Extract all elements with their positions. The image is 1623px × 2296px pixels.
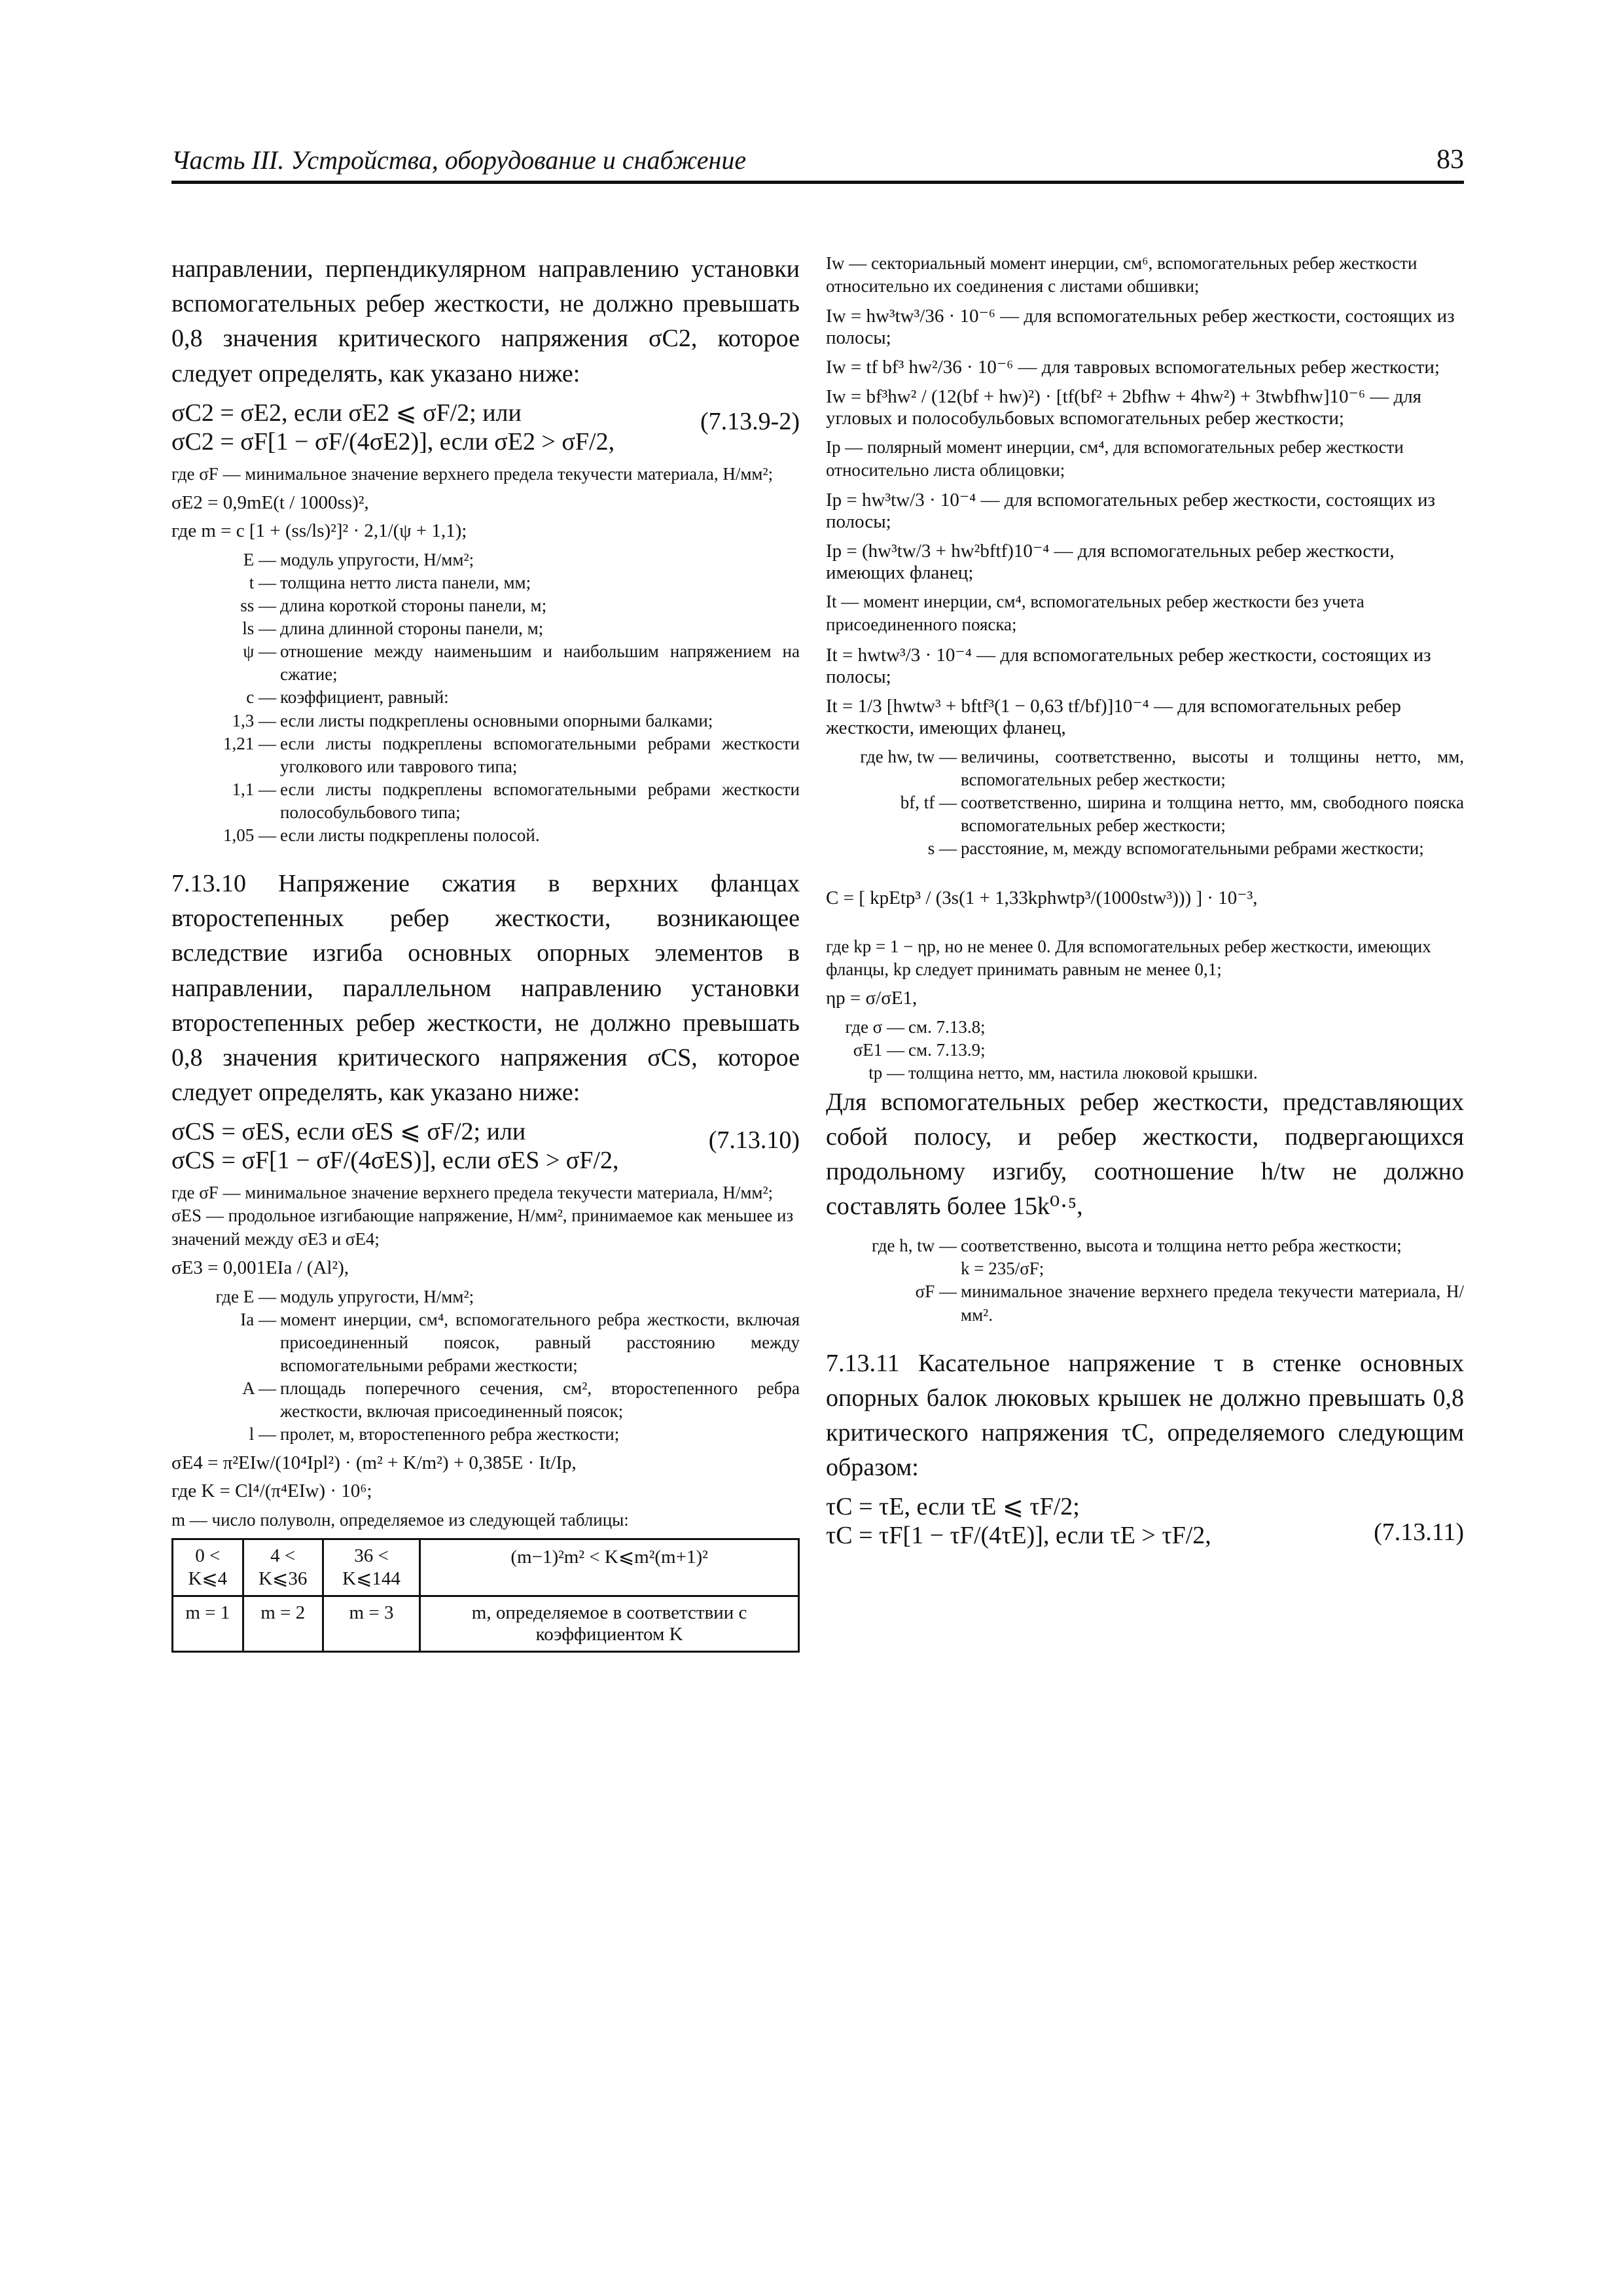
formula-line: τC = τE, если τE ⩽ τF/2; bbox=[826, 1493, 1080, 1521]
formula-ip-flange: Ip = (hw³tw/3 + hw²bftf)10⁻⁴ — для вспомогательных ребер жесткости, имеющих фланец; bbox=[826, 541, 1395, 584]
page-header bbox=[171, 140, 1464, 184]
definition-item: где h, tw — соответственно, высота и толщина нетто ребра жесткости; bbox=[872, 1236, 1402, 1256]
formula-sigma-e4: σE4 = π²EIw/(10⁴Ipl²) · (m² + K/m²) + 0,385E · It/Ip, bbox=[171, 1452, 577, 1474]
formula-line: σCS = σES, если σES ⩽ σF/2; или bbox=[171, 1118, 526, 1146]
formula-line: σC2 = σF[1 − σF/(4σE2)], если σE2 > σF/2, bbox=[171, 427, 615, 456]
kp-definition: где kp = 1 − ηp, но не менее 0. Для вспомогательных ребер жесткости, имеющих фланцы, kp следует принимать равным не менее 0,1; bbox=[826, 937, 1431, 980]
definition-item: где E — модуль упругости, Н/мм²; bbox=[215, 1286, 474, 1306]
definition-item: tp — толщина нетто, мм, настила люковой крышки. bbox=[868, 1063, 1258, 1083]
where-sigma-es: σES — продольное изгибающие напряжение, Н/мм², принимаемое как меньшее из значений между σE3 и σE4; bbox=[171, 1206, 794, 1249]
section-7-13-10: 7.13.10 Напряжение сжатия в верхних фланцах второстепенных ребер жесткости, возникающее вследствие изгиба основных опорных элементов в направлении, параллельном направлению установки второстепенных ребер жесткости, не должно превышать 0,8 значения критического напряжения σCS, которое следует определять, как указано ниже: bbox=[171, 870, 800, 1107]
where-sigma-f: где σF — минимальное значение верхнего предела текучести материала, Н/мм²; bbox=[171, 463, 774, 484]
formula-c: C = [ kpEtp³ / (3s(1 + 1,33kphwtp³/(1000stw³))) ] · 10⁻³, bbox=[826, 888, 1258, 909]
definition-item: 1,05 — если листы подкреплены полосой. bbox=[223, 825, 540, 845]
section-7-13-11: 7.13.11 Касательное напряжение τ в стенке основных опорных балок люковых крышек не должно превышать 0,8 критического напряжения τC, определяемого следующим образом: bbox=[826, 1349, 1464, 1482]
formula-ip-strip: Ip = hw³tw/3 · 10⁻⁴ — для вспомогательных ребер жесткости, состоящих из полосы; bbox=[826, 490, 1436, 533]
page-number: 83 bbox=[1436, 145, 1464, 175]
left-column bbox=[171, 252, 800, 1653]
definition-item: s — расстояние, м, между вспомогательными ребрами жесткости; bbox=[927, 838, 1424, 858]
definition-item: ss — длина короткой стороны панели, м; bbox=[240, 596, 547, 616]
table-row bbox=[173, 1596, 799, 1652]
formula-line: τC = τF[1 − τF/(4τE)], если τE > τF/2, bbox=[826, 1522, 1211, 1550]
equation-number: (7.13.10) bbox=[708, 1126, 800, 1155]
definition-item: A — площадь поперечного сечения, см², второстепенного ребра жесткости, включая присоединенный поясок; bbox=[242, 1378, 800, 1422]
table-cell: m = 1 bbox=[173, 1596, 243, 1652]
table-cell: m = 3 bbox=[323, 1596, 419, 1652]
formula-7-13-10 bbox=[171, 1117, 800, 1175]
strip-stiffener-paragraph: Для вспомогательных ребер жесткости, представляющих собой полосу, и ребер жесткости, подвергающихся продольному изгибу, соотношение h/tw не должно составлять более 15k⁰·⁵, bbox=[826, 1088, 1464, 1221]
definition-item: k = 235/σF; bbox=[961, 1259, 1044, 1279]
definition-item: σF — минимальное значение верхнего предела текучести материала, Н/мм². bbox=[915, 1282, 1464, 1325]
definitions-list-r3 bbox=[826, 1234, 1464, 1326]
equation-number: (7.13.11) bbox=[1374, 1518, 1464, 1547]
ip-definition: Ip — полярный момент инерции, см⁴, для вспомогательных ребер жесткости относительно листа облицовки; bbox=[826, 437, 1404, 480]
table-cell: (m−1)²m² < K⩽m²(m+1)² bbox=[420, 1539, 799, 1596]
definition-item: l — пролет, м, второстепенного ребра жесткости; bbox=[249, 1424, 620, 1444]
definition-item: 1,21 — если листы подкреплены вспомогательными ребрами жесткости уголкового или таврового типа; bbox=[223, 733, 800, 776]
halfwave-table bbox=[171, 1538, 800, 1653]
formula-it-strip: It = hwtw³/3 · 10⁻⁴ — для вспомогательных ребер жесткости, состоящих из полосы; bbox=[826, 644, 1431, 687]
definition-item: где σ — см. 7.13.8; bbox=[845, 1017, 986, 1037]
formula-k: где K = Cl⁴/(π⁴EIw) · 10⁶; bbox=[171, 1480, 372, 1502]
formula-m: где m = c [1 + (ss/ls)²]² · 2,1/(ψ + 1,1); bbox=[171, 520, 467, 541]
definition-item: ls — длина длинной стороны панели, м; bbox=[242, 619, 544, 639]
running-title: Часть III. Устройства, оборудование и снабжение bbox=[171, 145, 747, 175]
formula-iw-strip: Iw = hw³tw³/36 · 10⁻⁶ — для вспомогательных ребер жесткости, состоящих из полосы; bbox=[826, 306, 1455, 349]
formula-iw-tee: Iw = tf bf³ hw²/36 · 10⁻⁶ — для тавровых вспомогательных ребер жесткости; bbox=[826, 357, 1440, 378]
definition-item: t — толщина нетто листа панели, мм; bbox=[249, 572, 531, 592]
definition-item: 1,3 — если листы подкреплены основными опорными балками; bbox=[232, 710, 713, 730]
definitions-list-2 bbox=[171, 1285, 800, 1446]
formula-sigma-e2: σE2 = 0,9mE(t / 1000ss)², bbox=[171, 492, 369, 513]
table-cell: 0 < K⩽4 bbox=[173, 1539, 243, 1596]
formula-7-13-9-2 bbox=[171, 398, 800, 456]
where-sigma-f-2: где σF — минимальное значение верхнего предела текучести материала, Н/мм²; bbox=[171, 1183, 774, 1203]
iw-definition: Iw — секториальный момент инерции, см⁶, вспомогательных ребер жесткости относительно их соединения с листами обшивки; bbox=[826, 253, 1418, 296]
table-cell: m = 2 bbox=[243, 1596, 323, 1652]
definition-item: E — модуль упругости, Н/мм²; bbox=[243, 549, 474, 569]
table-cell: 4 < K⩽36 bbox=[243, 1539, 323, 1596]
formula-line: σCS = σF[1 − σF/(4σES)], если σES > σF/2, bbox=[171, 1147, 619, 1175]
formula-iw-angle: Iw = bf³hw² / (12(bf + hw)²) · [tf(bf² + 2bfhw + 4hw²) + 3twbfhw]10⁻⁶ — для угловых и полособульбовых вспомогательных ребер жесткости; bbox=[826, 386, 1422, 429]
definition-item: bf, tf — соответственно, ширина и толщина нетто, мм, свободного пояска вспомогательных ребер жесткости; bbox=[900, 792, 1464, 835]
intro-paragraph: направлении, перпендикулярном направлению установки вспомогательных ребер жесткости, не должно превышать 0,8 значения критического напряжения σC2, которое следует определять, как указано ниже: bbox=[171, 255, 800, 387]
formula-it-flange: It = 1/3 [hwtw³ + bftf³(1 − 0,63 tf/bf)]10⁻⁴ — для вспомогательных ребер жесткости, имеющих фланец, bbox=[826, 695, 1401, 738]
formula-7-13-11 bbox=[826, 1492, 1464, 1550]
formula-line: σC2 = σE2, если σE2 ⩽ σF/2; или bbox=[171, 399, 522, 427]
right-column bbox=[826, 252, 1464, 1556]
table-header-row bbox=[173, 1539, 799, 1596]
it-definition: It — момент инерции, см⁴, вспомогательных ребер жесткости без учета присоединенного пояска; bbox=[826, 592, 1364, 635]
definition-item: где hw, tw — величины, соответственно, высоты и толщины нетто, мм, вспомогательных ребер жесткости; bbox=[860, 746, 1464, 789]
m-definition: m — число полуволн, определяемое из следующей таблицы: bbox=[171, 1510, 629, 1530]
definitions-list-r bbox=[826, 745, 1464, 860]
definition-item: 1,1 — если листы подкреплены вспомогательными ребрами жесткости полособульбового типа; bbox=[232, 779, 800, 822]
table-cell: 36 < K⩽144 bbox=[323, 1539, 419, 1596]
definitions-list-r2 bbox=[826, 1016, 1464, 1085]
equation-number: (7.13.9-2) bbox=[700, 407, 800, 435]
formula-eta: ηp = σ/σE1, bbox=[826, 988, 918, 1009]
definition-item: Ia — момент инерции, см⁴, вспомогательного ребра жесткости, включая присоединенный поясок, равный расстоянию между вспомогательными ребрами жесткости; bbox=[240, 1309, 800, 1375]
definition-item: σE1 — см. 7.13.9; bbox=[853, 1040, 986, 1060]
definition-item: ψ — отношение между наименьшим и наибольшим напряжением на сжатие; bbox=[243, 641, 800, 685]
table-cell: m, определяемое в соответствии с коэффициентом K bbox=[420, 1596, 799, 1652]
definition-item: c — коэффициент, равный: bbox=[246, 687, 449, 708]
definitions-list bbox=[171, 548, 800, 847]
formula-sigma-e3: σE3 = 0,001EIa / (Al²), bbox=[171, 1257, 349, 1278]
